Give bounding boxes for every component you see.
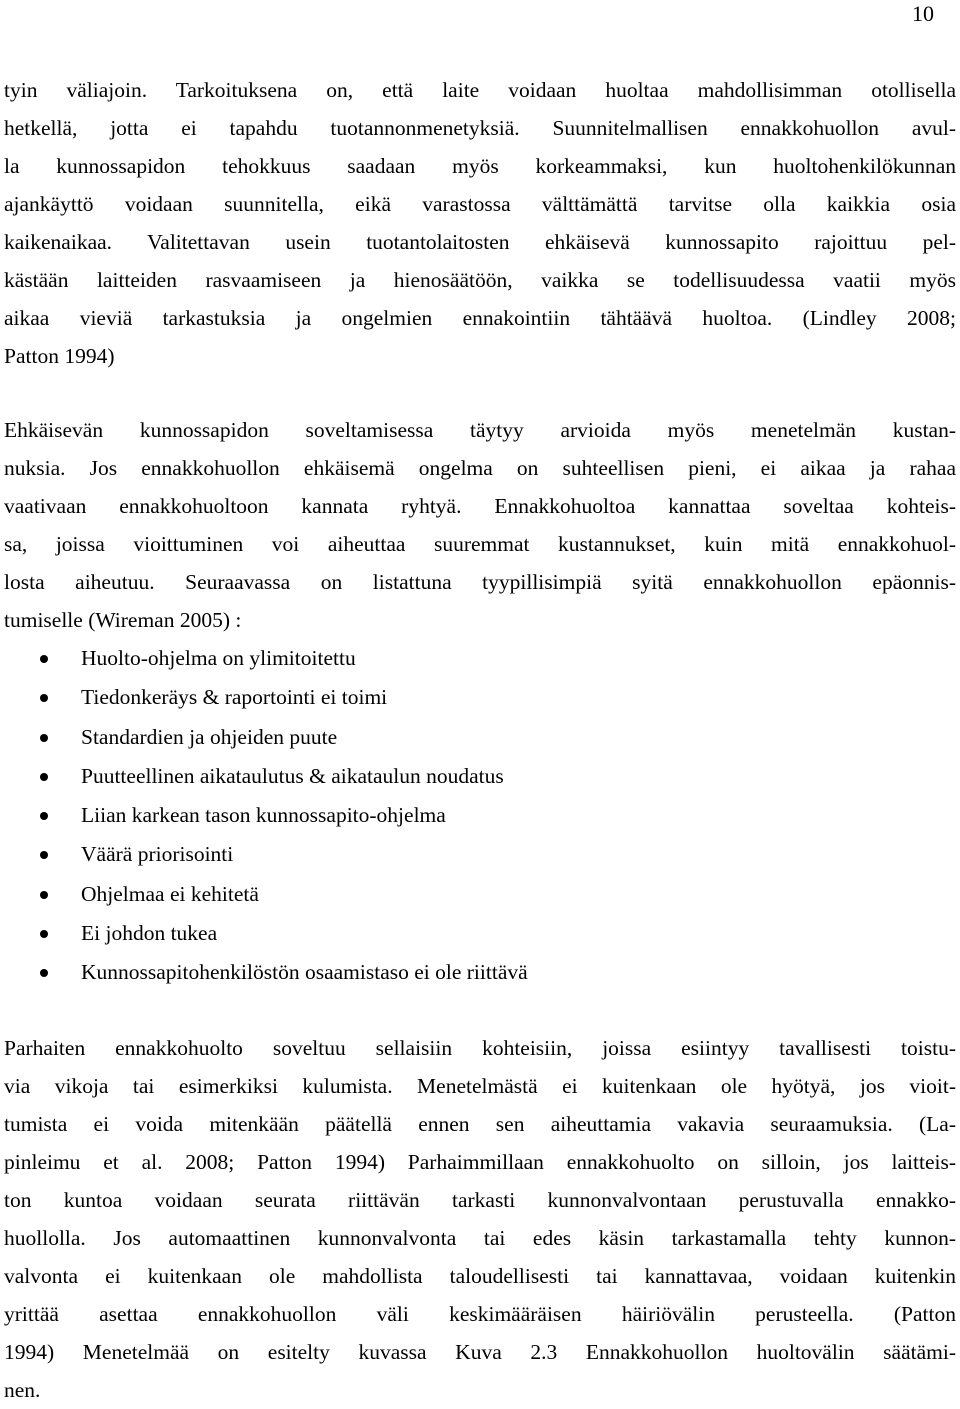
paragraph-1: [4, 71, 956, 375]
list-item: [4, 639, 956, 678]
paragraph-line: pinleimu et al. 2008; Patton 1994) Parhaimmillaan ennakkohuolto on silloin, jos laitteis-: [4, 1149, 956, 1174]
list-item: [4, 757, 956, 796]
paragraph-gap: [4, 375, 956, 411]
list-item-text: Ei johdon tukea: [81, 921, 218, 946]
paragraph-2: [4, 411, 956, 639]
list-item-text: Puutteellinen aikataulutus & aikataulun noudatus: [81, 763, 504, 788]
paragraph-line: Patton 1994): [4, 344, 115, 368]
paragraph-line: kästään laitteiden rasvaamiseen ja hienosäätöön, vaikka se todellisuudessa vaatii myös: [4, 268, 956, 292]
paragraph-line: losta aiheutuu. Seuraavassa on listattuna tyypillisimpiä syitä ennakkohuollon epäonnis-: [4, 570, 956, 594]
list-item-text: Kunnossapitohenkilöstön osaamistaso ei ole riittävä: [81, 960, 528, 985]
list-item: [4, 875, 956, 914]
bullet-icon: [40, 773, 48, 781]
paragraph-line: nen.: [4, 1377, 41, 1402]
paragraph-line: via vikoja tai esimerkiksi kulumista. Menetelmästä ei kuitenkaan ole hyötyä, jos vioit-: [4, 1073, 956, 1098]
paragraph-line: ton kuntoa voidaan seurata riittävän tarkasti kunnonvalvontaan perustuvalla ennakko-: [4, 1187, 956, 1212]
bullet-icon: [40, 851, 48, 859]
paragraph-line: huollolla. Jos automaattinen kunnonvalvonta tai edes käsin tarkastamalla tehty kunnon-: [4, 1225, 956, 1250]
paragraph-line: la kunnossapidon tehokkuus saadaan myös korkeammaksi, kun huoltohenkilökunnan: [4, 154, 956, 178]
list-item: [4, 953, 956, 992]
bullet-list: [4, 639, 956, 993]
paragraph-line: tumista ei voida mitenkään päätellä ennen sen aiheuttamia vakavia seuraamuksia. (La-: [4, 1111, 956, 1136]
paragraph-line: nuksia. Jos ennakkohuollon ehkäisemä ongelma on suhteellisen pieni, ei aikaa ja rahaa: [4, 456, 956, 480]
list-item: [4, 914, 956, 953]
paragraph-gap: [4, 993, 956, 1029]
bullet-icon: [40, 930, 48, 938]
paragraph-3: [4, 1029, 956, 1409]
paragraph-line: Ehkäisevän kunnossapidon soveltamisessa täytyy arvioida myös menetelmän kustan-: [4, 418, 956, 442]
paragraph-line: aikaa vieviä tarkastuksia ja ongelmien ennakointiin tähtäävä huoltoa. (Lindley 2008;: [4, 306, 956, 330]
list-item-text: Huolto-ohjelma on ylimitoitettu: [81, 646, 356, 670]
bullet-icon: [40, 734, 48, 742]
paragraph-line: valvonta ei kuitenkaan ole mahdollista taloudellisesti tai kannattavaa, voidaan kuitenkin: [4, 1263, 956, 1288]
paragraph-line: sa, joissa vioittuminen voi aiheuttaa suuremmat kustannukset, kuin mitä ennakkohuol-: [4, 532, 956, 556]
bullet-icon: [40, 891, 48, 899]
paragraph-line: tumiselle (Wireman 2005) :: [4, 608, 242, 632]
paragraph-line: 1994) Menetelmää on esitelty kuvassa Kuva 2.3 Ennakkohuollon huoltovälin säätämi-: [4, 1339, 956, 1364]
list-item-text: Väärä priorisointi: [81, 842, 234, 867]
list-item: [4, 835, 956, 874]
bullet-icon: [40, 655, 48, 663]
page-number: 10: [912, 1, 934, 26]
list-item-text: Liian karkean tason kunnossapito-ohjelma: [81, 803, 446, 828]
list-item: [4, 796, 956, 835]
paragraph-line: ajankäyttö voidaan suunnitella, eikä varastossa välttämättä tarvitse olla kaikkia osia: [4, 192, 956, 216]
paragraph-line: hetkellä, jotta ei tapahdu tuotannonmenetyksiä. Suunnitelmallisen ennakkohuollon avul-: [4, 116, 956, 140]
paragraph-line: kaikenaikaa. Valitettavan usein tuotantolaitosten ehkäisevä kunnossapito rajoittuu pel-: [4, 230, 956, 254]
paragraph-line: yrittää asettaa ennakkohuollon väli keskimääräisen häiriövälin perusteella. (Patton: [4, 1301, 956, 1326]
list-item: [4, 678, 956, 717]
bullet-icon: [40, 969, 48, 977]
list-item: [4, 718, 956, 757]
paragraph-line: tyin väliajoin. Tarkoituksena on, että laite voidaan huoltaa mahdollisimman otollisella: [4, 78, 956, 102]
bullet-icon: [40, 812, 48, 820]
paragraph-line: vaativaan ennakkohuoltoon kannata ryhtyä. Ennakkohuoltoa kannattaa soveltaa kohteis-: [4, 494, 956, 518]
paragraph-line: Parhaiten ennakkohuolto soveltuu sellaisiin kohteisiin, joissa esiintyy tavallisesti toistu-: [4, 1035, 956, 1060]
bullet-icon: [40, 694, 48, 702]
list-item-text: Ohjelmaa ei kehitetä: [81, 881, 259, 906]
list-item-text: Standardien ja ohjeiden puute: [81, 724, 338, 749]
list-item-text: Tiedonkeräys & raportointi ei toimi: [81, 685, 388, 710]
document-body: [4, 71, 956, 1409]
